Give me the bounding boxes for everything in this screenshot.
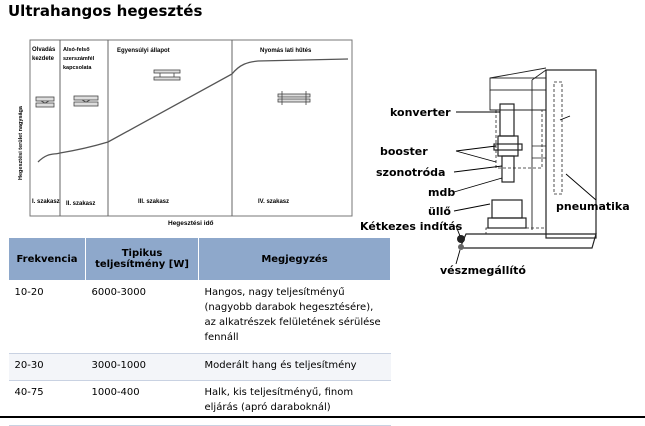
- label-two-hand-start: Kétkezes indítás: [360, 220, 463, 233]
- page-title: Ultrahangos hegesztés: [8, 2, 203, 20]
- phase-title-1: Olvadás kezdete: [32, 47, 56, 62]
- cell-note: Hangos, nagy teljesítményű (nagyobb darabok hegesztésére), az alkatrészek felületének sérülése fennáll: [199, 281, 391, 354]
- label-anvil: üllő: [428, 205, 451, 218]
- two-hand-start-button-icon: [457, 235, 465, 243]
- label-pneumatics: pneumatika: [556, 200, 630, 213]
- cell-power: 6000-3000: [86, 281, 199, 354]
- bottom-divider: [0, 416, 645, 418]
- frequency-table: [8, 237, 391, 426]
- label-converter: konverter: [390, 106, 451, 119]
- table-header-row: [9, 238, 391, 281]
- header-frequency: Frekvencia: [9, 238, 86, 281]
- pneumatic-cylinder: [554, 82, 562, 194]
- cell-note: Halk, kis teljesítményű, finom eljárás (apró daraboknál): [199, 381, 391, 426]
- phase-title-2: Alsó-felső szerszámfél kapcsolata: [63, 47, 95, 71]
- cell-power: 3000-1000: [86, 354, 199, 381]
- header-power: Tipikus teljesítmény [W]: [86, 238, 199, 281]
- table-row: [9, 354, 391, 381]
- label-emergency-stop: vészmegállító: [440, 264, 526, 277]
- label-mdb: mdb: [428, 186, 456, 199]
- booster-unit: [498, 136, 518, 156]
- label-sonotrode: szonotróda: [376, 166, 446, 179]
- label-booster: booster: [380, 145, 428, 158]
- header-note: Megjegyzés: [199, 238, 391, 281]
- table-row: [9, 281, 391, 354]
- stage-label-4: IV. szakasz: [258, 199, 290, 205]
- cell-note: Moderált hang és teljesítmény: [199, 354, 391, 381]
- converter-unit: [500, 104, 514, 136]
- welding-area-chart: [8, 30, 358, 230]
- emergency-stop-icon: [458, 244, 464, 250]
- machine-base: [460, 234, 596, 248]
- stage-label-2: II. szakasz: [66, 201, 96, 207]
- phase-title-4: Nyomás lati hűtés: [260, 48, 312, 54]
- x-axis-label: Hegesztési idő: [168, 220, 214, 227]
- cell-frequency: 10-20: [9, 281, 86, 354]
- cell-frequency: 20-30: [9, 354, 86, 381]
- y-axis-label: Hegesztési terület nagysága: [18, 106, 24, 180]
- cell-frequency: 40-75: [9, 381, 86, 426]
- table-row: [9, 381, 391, 426]
- cell-power: 1000-400: [86, 381, 199, 426]
- sonotrode-unit: [502, 156, 514, 182]
- stage-label-3: III. szakasz: [138, 199, 170, 205]
- anvil-unit: [492, 200, 522, 218]
- stage-label-1: I. szakasz: [32, 199, 60, 205]
- welding-machine-diagram: [360, 50, 645, 285]
- phase-title-3: Egyensúlyi állapot: [117, 48, 170, 54]
